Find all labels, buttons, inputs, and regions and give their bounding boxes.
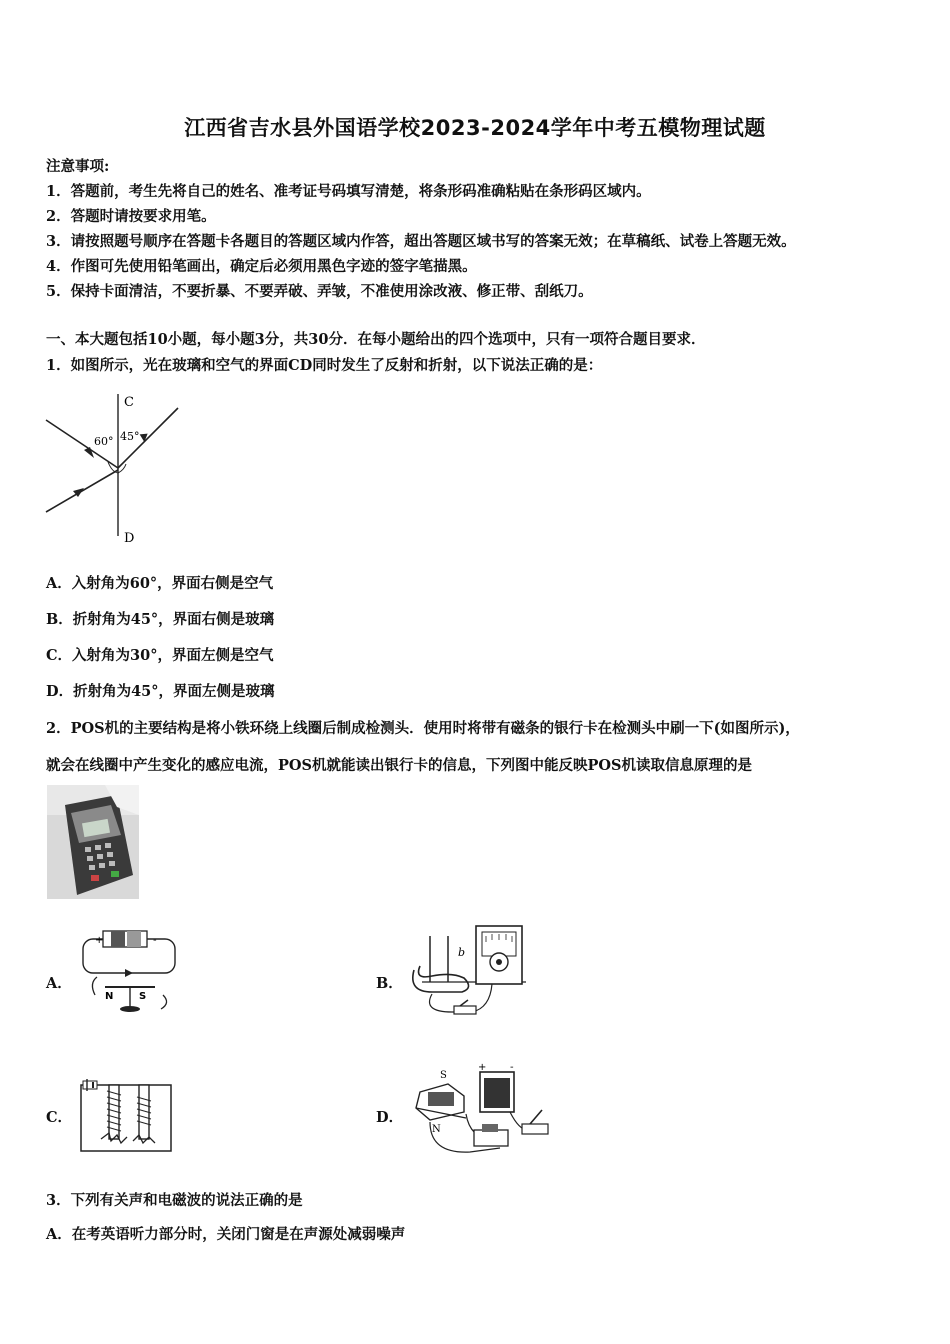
notice-item: 4．作图可先使用铅笔画出，确定后必须用黑色字迹的签字笔描黑。 [46, 258, 477, 275]
q2-option-c-label: C． [46, 1109, 73, 1126]
notice-block [46, 154, 796, 304]
south-pole-label: S [440, 1070, 447, 1081]
label-b: b [458, 946, 466, 959]
section-heading: 一、本大题包括10小题，每小题3分，共30分．在每小题给出的四个选项中，只有一项符合题目要求． [46, 331, 706, 348]
q1-option-b: B．折射角为45°，界面右侧是玻璃 [46, 611, 275, 628]
refraction-figure [40, 390, 190, 550]
question-2-stem-line1: 2．POS机的主要结构是将小铁环绕上线圈后制成检测头．使用时将带有磁条的银行卡在检测头中刷一下(如图所示)， [46, 720, 800, 737]
notice-item: 1．答题前，考生先将自己的姓名、准考证号码填写清楚，将条形码准确粘贴在条形码区域内。 [46, 183, 651, 200]
q1-option-c: C．入射角为30°，界面左侧是空气 [46, 647, 274, 664]
minus-sign: - [510, 1062, 514, 1073]
plus-sign: + [95, 935, 104, 946]
q2-option-b-label: B． [376, 975, 403, 992]
question-2-stem-line2: 就会在线圈中产生变化的感应电流，POS机就能读出银行卡的信息，下列图中能反映POS机读取信息原理的是 [46, 757, 753, 774]
north-pole-label: N [105, 991, 114, 1002]
notice-heading: 注意事项: [46, 158, 110, 175]
question-3-stem: 3．下列有关声和电磁波的说法正确的是 [46, 1192, 303, 1209]
minus-sign: - [153, 935, 157, 946]
south-pole-label: S [139, 991, 147, 1002]
q3-option-a: A．在考英语听力部分时，关闭门窗是在声源处减弱噪声 [46, 1226, 406, 1243]
plus-sign: + [478, 1062, 487, 1073]
notice-item: 2．答题时请按要求用笔。 [46, 208, 216, 225]
figure-b-induction-apparatus [402, 922, 532, 1022]
q1-option-d: D．折射角为45°，界面左侧是玻璃 [46, 683, 275, 700]
angle-60-label: 60° [94, 435, 114, 448]
figure-c-electromagnets [75, 1075, 180, 1157]
q1-option-a: A．入射角为60°，界面右侧是空气 [46, 575, 274, 592]
question-1-stem: 1．如图所示，光在玻璃和空气的界面CD同时发生了反射和折射，以下说法正确的是： [46, 357, 603, 374]
pos-machine-photo [47, 785, 139, 899]
q2-option-a-label: A． [46, 975, 72, 992]
figure-a-galvanometer-coil [75, 925, 185, 1020]
notice-item: 3．请按照题号顺序在答题卡各题目的答题区域内作答，超出答题区域书写的答案无效；在草稿纸、试卷上答题无效。 [46, 233, 796, 250]
label-c: C [124, 395, 134, 410]
figure-d-motor-circuit [400, 1062, 560, 1162]
angle-45-label: 45° [120, 430, 140, 443]
north-pole-label: N [432, 1124, 441, 1135]
q2-option-d-label: D． [376, 1109, 404, 1126]
page-title: 江西省吉水县外国语学校2023-2024学年中考五模物理试题 [184, 116, 766, 140]
notice-item: 5．保持卡面清洁，不要折暴、不要弄破、弄皱，不准使用涂改液、修正带、刮纸刀。 [46, 283, 593, 300]
label-d: D [124, 531, 135, 546]
